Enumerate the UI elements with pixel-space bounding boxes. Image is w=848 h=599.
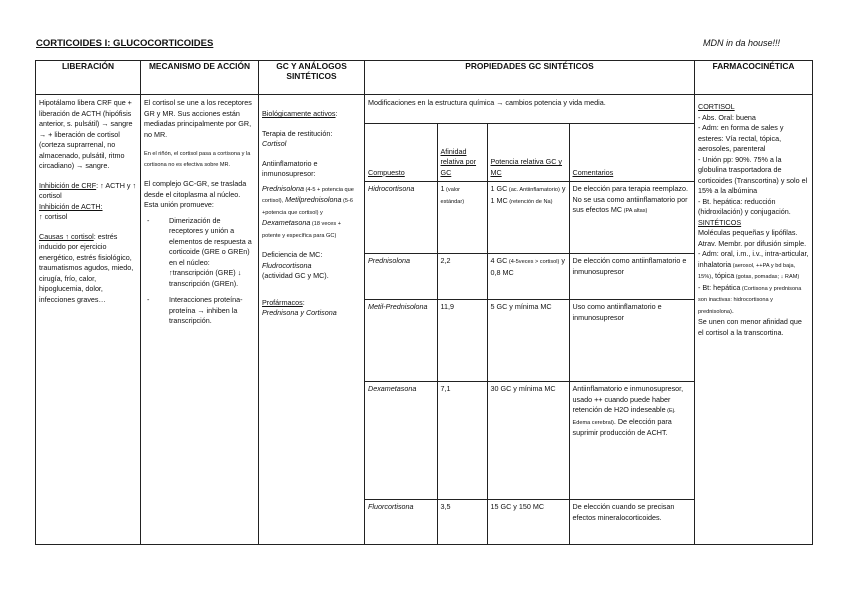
restitucion-drug: Cortisol: [262, 139, 287, 148]
pro-title: Profármacos: [262, 297, 303, 307]
mecanismo-item-dimerizacion: - Dimerización de receptores y unión a elementos de respuesta a corticoide (GRE o GREn) en el núcleo: ↑transcripción (GRE) ↓ transcripción (GREn).: [157, 216, 255, 290]
bio-title: Biológicamente activos: [262, 109, 336, 118]
mecanismo-cell: [141, 95, 259, 545]
farmacocinetica-cell: [695, 95, 813, 545]
gc-cell: [259, 95, 365, 545]
row-afinidad: 7,1: [437, 382, 487, 500]
liberacion-cell: [36, 95, 141, 545]
table-row: [365, 182, 694, 254]
pro-colon: :: [302, 297, 305, 307]
header-propiedades: PROPIEDADES GC SINTÉTICOS: [365, 61, 695, 95]
sinteticos-bt: - Bt: hepática: [698, 282, 741, 292]
mecanismo-text-3: El complejo GC-GR, se traslada desde el citoplasma al núcleo. Esta unión promueve:: [144, 179, 247, 209]
row-compuesto: Hidrocortisona: [365, 182, 437, 254]
sinteticos-topica: , tópica: [711, 271, 735, 280]
dexa-drug: Dexametasona: [262, 218, 311, 227]
row-comentarios: Uso como antiinflamatorio e inmunosupresor: [569, 300, 694, 382]
mecanismo-item-interacciones: - Interacciones proteína-proteína → inhiben la transcripción.: [157, 295, 255, 327]
table-row: [365, 300, 694, 382]
cortisol-bt: - Bt. hepática: reducción (hidroxilación) y conjugación.: [698, 196, 791, 216]
propiedades-table: [365, 123, 694, 544]
header-liberacion: LIBERACIÓN: [36, 61, 141, 95]
sinteticos-transcortina: Se unen con menor afinidad que el cortisol a la transcortina.: [698, 317, 802, 337]
row-comentarios: De elección como antiinflamatorio e inmunosupresor: [569, 254, 694, 300]
restitucion-label: Terapia de restitución:: [262, 128, 333, 138]
causas-title: Causas ↑ cortisol: [39, 231, 94, 241]
propiedades-cell: [365, 95, 695, 545]
row-potencia2: y 0,8 MC: [490, 256, 565, 277]
dexa-note: (18 veces + potente y específica para GC): [262, 221, 341, 239]
row-potencia: 15 GC y 150 MC: [487, 500, 569, 544]
row-afinidad: 1: [440, 184, 445, 193]
row-afinidad: 11,9: [437, 300, 487, 382]
liberacion-text: Hipotálamo libera CRF que + liberación de ACTH (hipófisis anterior, s. pulsátil) → sangre → + liberación de cortisol (corteza suprarrenal, no almacenado, pulsátil, ritmo circadiano) → sangre.: [39, 98, 133, 170]
sinteticos-adm: - Adm: oral, i.m., i.v., intra-articular, inhalatoria: [698, 249, 809, 269]
cortisol-title: CORTISOL: [698, 102, 735, 111]
row-comentarios2: . De elección para suprimir producción de ACHT.: [572, 416, 672, 437]
corticoides-table: [35, 60, 813, 545]
row-potencia-note: (4-5veces > cortisol): [507, 259, 560, 265]
acth-title: Inhibición de ACTH:: [39, 201, 103, 211]
sinteticos-bt-end: .: [731, 305, 734, 315]
metil-drug: Metilprednisolona: [285, 195, 342, 204]
table-row: [365, 382, 694, 500]
header-farmacocinetica: FARMACOCINÉTICA: [695, 61, 813, 95]
antiinf-label: Antiinflamatorio e inmunosupresor:: [262, 158, 318, 178]
page-title: CORTICOIDES I: GLUCOCORTICOIDES: [36, 38, 214, 49]
cortisol-union: - Unión pp: 90%. 75% a la globulina trasportadora de corticoides (Transcortina) y solo el 15% a la albúmina: [698, 154, 808, 195]
sinteticos-moleculas: Moléculas pequeñas y lipófilas. Atrav. Membr. por difusión simple.: [698, 228, 807, 248]
row-compuesto: Prednisolona: [365, 254, 437, 300]
defi-label: Deficiencia de MC:: [262, 250, 323, 259]
row-compuesto: Dexametasona: [365, 382, 437, 500]
pred-drug: Prednisolona: [262, 183, 304, 193]
row-afinidad: 3,5: [437, 500, 487, 544]
sinteticos-adm-note: (aerosol, ++PA y bd baja, 15%): [698, 262, 796, 280]
row-comentarios: Antiinflamatorio e inmunosupresor, usado ++ cuando puede haber retención de H2O indeseable: [572, 384, 684, 414]
crf-title: Inhibición de CRF: [39, 180, 97, 190]
row-afinidad: 2,2: [437, 254, 487, 300]
row-compuesto: Fluorcortisona: [365, 500, 437, 544]
row-potencia2-note: (retención de Na): [507, 198, 553, 205]
pred-note: (4-5 + potencia que cortisol),: [262, 186, 354, 204]
header-gc: GC Y ANÁLOGOS SINTÉTICOS: [259, 61, 365, 95]
causas-text: : estrés inducido por ejercicio energético, estrés fisiológico, traumatismos agudos, miedo, cirugía, frío, calor, hipoglucemia, dolor, infecciones graves…: [39, 231, 134, 304]
row-comentarios: De elección cuando se precisan efectos mineralocorticoides.: [569, 500, 694, 544]
pro-drugs: Prednisona y Cortisona: [262, 308, 337, 317]
row-comentarios-note: (PA altas): [622, 208, 648, 214]
author-note: MDN in da house!!!: [703, 38, 781, 48]
acth-text: ↑ cortisol: [39, 212, 68, 221]
row-afinidad-note: (valor estándar): [440, 187, 465, 205]
bio-colon: :: [335, 109, 338, 118]
row-potencia: 4 GC: [490, 256, 508, 265]
col-compuesto: Compuesto: [365, 124, 437, 182]
row-compuesto: Metil-Prednisolona: [365, 300, 437, 382]
row-potencia: 5 GC y mínima MC: [487, 300, 569, 382]
row-comentarios: De elección para terapia reemplazo. No se usa como antiinflamatorio por sus efectos MC: [572, 184, 688, 214]
col-potencia: Potencia relativa GC y MC: [487, 124, 569, 182]
table-row: [365, 500, 694, 544]
modificaciones-text: Modificaciones en la estructura química → cambios potencia y vida media.: [368, 98, 606, 107]
col-afinidad: Afinidad relativa por GC: [437, 124, 487, 182]
cortisol-adm: - Adm: en forma de sales y esteres: Vía rectal, tópica, aerosoles, parenteral: [698, 123, 784, 153]
table-row: [365, 254, 694, 300]
header-mecanismo: MECANISMO DE ACCIÓN: [141, 61, 259, 95]
row-comentarios-note: (Ej. Edema cerebral): [572, 408, 676, 426]
sinteticos-title: SINTÉTICOS: [698, 217, 742, 227]
mecanismo-text-2: En el riñón, el cortisol pasa a cortisona y la cortisona no es efectiva sobre MR.: [144, 151, 251, 168]
crf-text: : ↑ ACTH y ↑ cortisol: [39, 180, 137, 200]
sinteticos-topica-note: (gotas, pomadas; ↓ RAM): [734, 274, 800, 280]
fludro-drug: Fludrocortisona: [262, 260, 312, 270]
fludro-note: (actividad GC y MC).: [262, 271, 329, 280]
cortisol-abs: - Abs. Oral: buena: [698, 112, 756, 122]
metil-note: (5-6 +potencia que cortisol) y: [262, 198, 353, 216]
col-comentarios: Comentarios: [569, 124, 694, 182]
row-potencia: 30 GC y mínima MC: [487, 382, 569, 500]
sinteticos-bt-note: (Cortisona y prednisona son inactivas: hidrocortisona y prednisolona): [698, 285, 802, 315]
row-potencia-note: (ac. Antiinflamatorio): [507, 187, 560, 193]
row-potencia: 1 GC: [490, 184, 508, 193]
mecanismo-list: [144, 216, 255, 327]
row-potencia2: y 1 MC: [490, 184, 566, 205]
mecanismo-text-1: El cortisol se une a los receptores GR y MR. Sus acciones están mediadas principalmente por GR, no MR.: [144, 98, 252, 139]
